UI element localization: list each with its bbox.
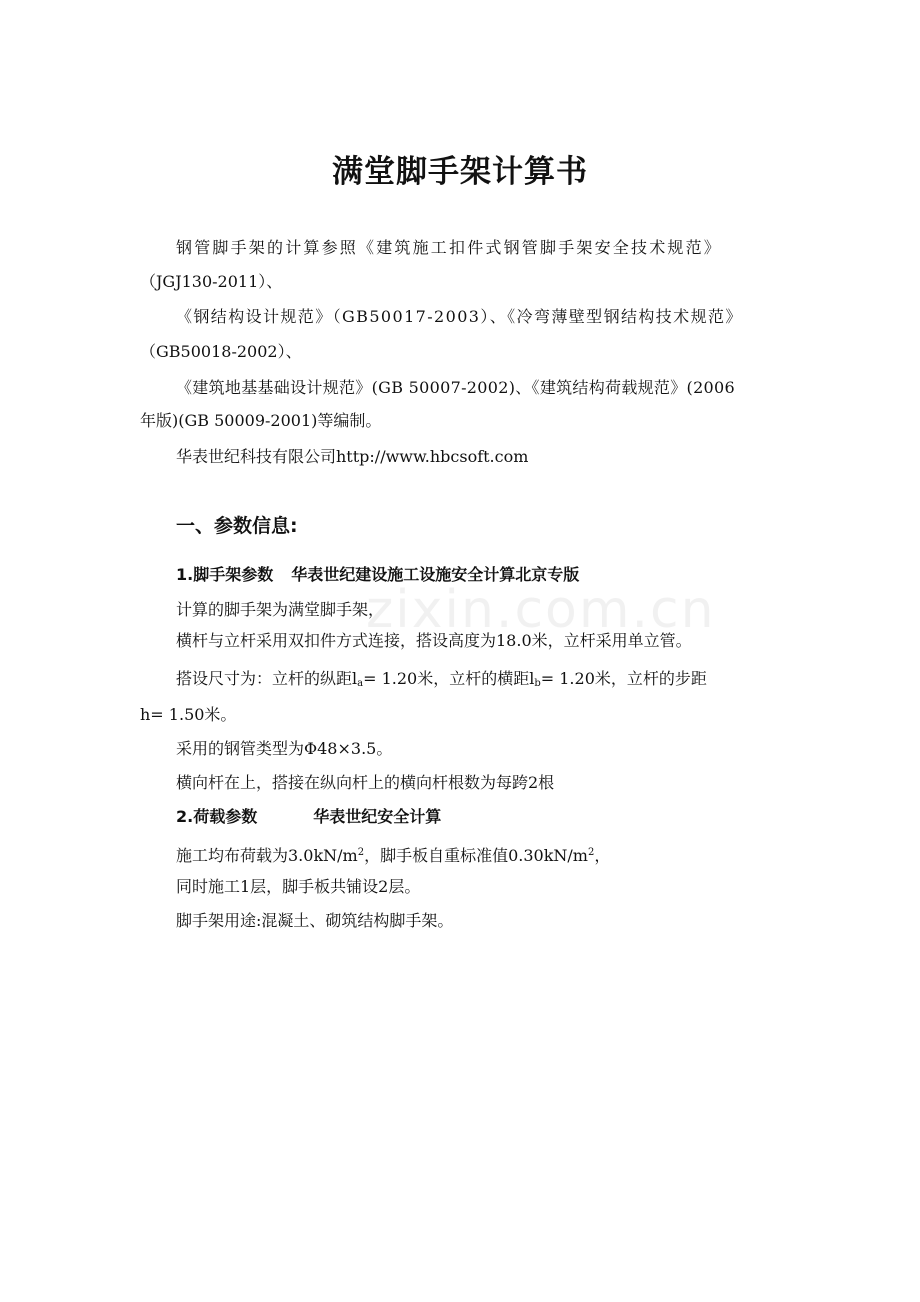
load-line-3: 脚手架用途:混凝土、砌筑结构脚手架。 xyxy=(176,911,454,930)
load-line-1 xyxy=(176,842,610,867)
param-line-1: 计算的脚手架为满堂脚手架， xyxy=(176,600,385,619)
param-line-3-part-c: = 1.20米，立杆的步距 xyxy=(540,669,707,688)
param-line-3 xyxy=(176,668,707,695)
load-line-1-part-a: 施工均布荷载为3.0kN/m xyxy=(176,846,358,865)
param-line-6: 横向杆在上，搭接在纵向杆上的横向杆根数为每跨2根 xyxy=(176,773,555,792)
param-line-2: 横杆与立杆采用双扣件方式连接，搭设高度为18.0米，立杆采用单立管。 xyxy=(176,631,692,650)
subheading-label: 1.脚手架参数 xyxy=(176,565,274,584)
param-line-5: 采用的钢管类型为Φ48×3.5。 xyxy=(176,739,393,758)
param-line-4: h= 1.50米。 xyxy=(140,705,237,724)
param-line-3-part-b: = 1.20米，立杆的横距l xyxy=(363,669,535,688)
subheading-load-params xyxy=(176,806,441,828)
subscript-a: a xyxy=(357,678,364,689)
load-line-2: 同时施工1层，脚手板共铺设2层。 xyxy=(176,877,421,896)
subheading-label: 2.荷载参数 xyxy=(176,807,258,826)
intro-paragraph-3-line-1: 《建筑地基基础设计规范》(GB 50007-2002)、《建筑结构荷载规范》(2006 xyxy=(176,378,735,397)
intro-paragraph-2-line-1: 《钢结构设计规范》（GB50017-2003）、《冷弯薄壁型钢结构技术规范》 xyxy=(176,307,743,326)
subheading-note: 华表世纪建设施工设施安全计算北京专版 xyxy=(291,565,580,584)
watermark: zixin.com.cn xyxy=(366,580,716,640)
company-line: 华表世纪科技有限公司http://www.hbcsoft.com xyxy=(176,447,529,466)
superscript-1: 2 xyxy=(357,847,365,858)
subheading-scaffold-params xyxy=(176,564,579,586)
load-line-1-part-c: ， xyxy=(594,846,611,865)
section-heading-parameters: 一、参数信息: xyxy=(176,515,298,537)
intro-paragraph-1-line-2: （JGJ130-2011）、 xyxy=(140,272,283,291)
intro-text: 钢管脚手架的计算参照《建筑施工扣件式钢管脚手架安全技术规范》 xyxy=(176,238,723,257)
intro-paragraph-1-line-1 xyxy=(176,237,782,259)
subscript-b: b xyxy=(534,678,541,689)
param-line-3-part-a: 搭设尺寸为：立杆的纵距l xyxy=(176,669,358,688)
document-title: 满堂脚手架计算书 xyxy=(332,154,588,190)
superscript-2: 2 xyxy=(587,847,595,858)
intro-paragraph-3-line-2: 年版)(GB 50009-2001)等编制。 xyxy=(140,411,382,430)
load-line-1-part-b: ，脚手板自重标准值0.30kN/m xyxy=(364,846,588,865)
intro-paragraph-2-line-2: （GB50018-2002）、 xyxy=(140,342,302,361)
subheading-note: 华表世纪安全计算 xyxy=(313,807,442,826)
